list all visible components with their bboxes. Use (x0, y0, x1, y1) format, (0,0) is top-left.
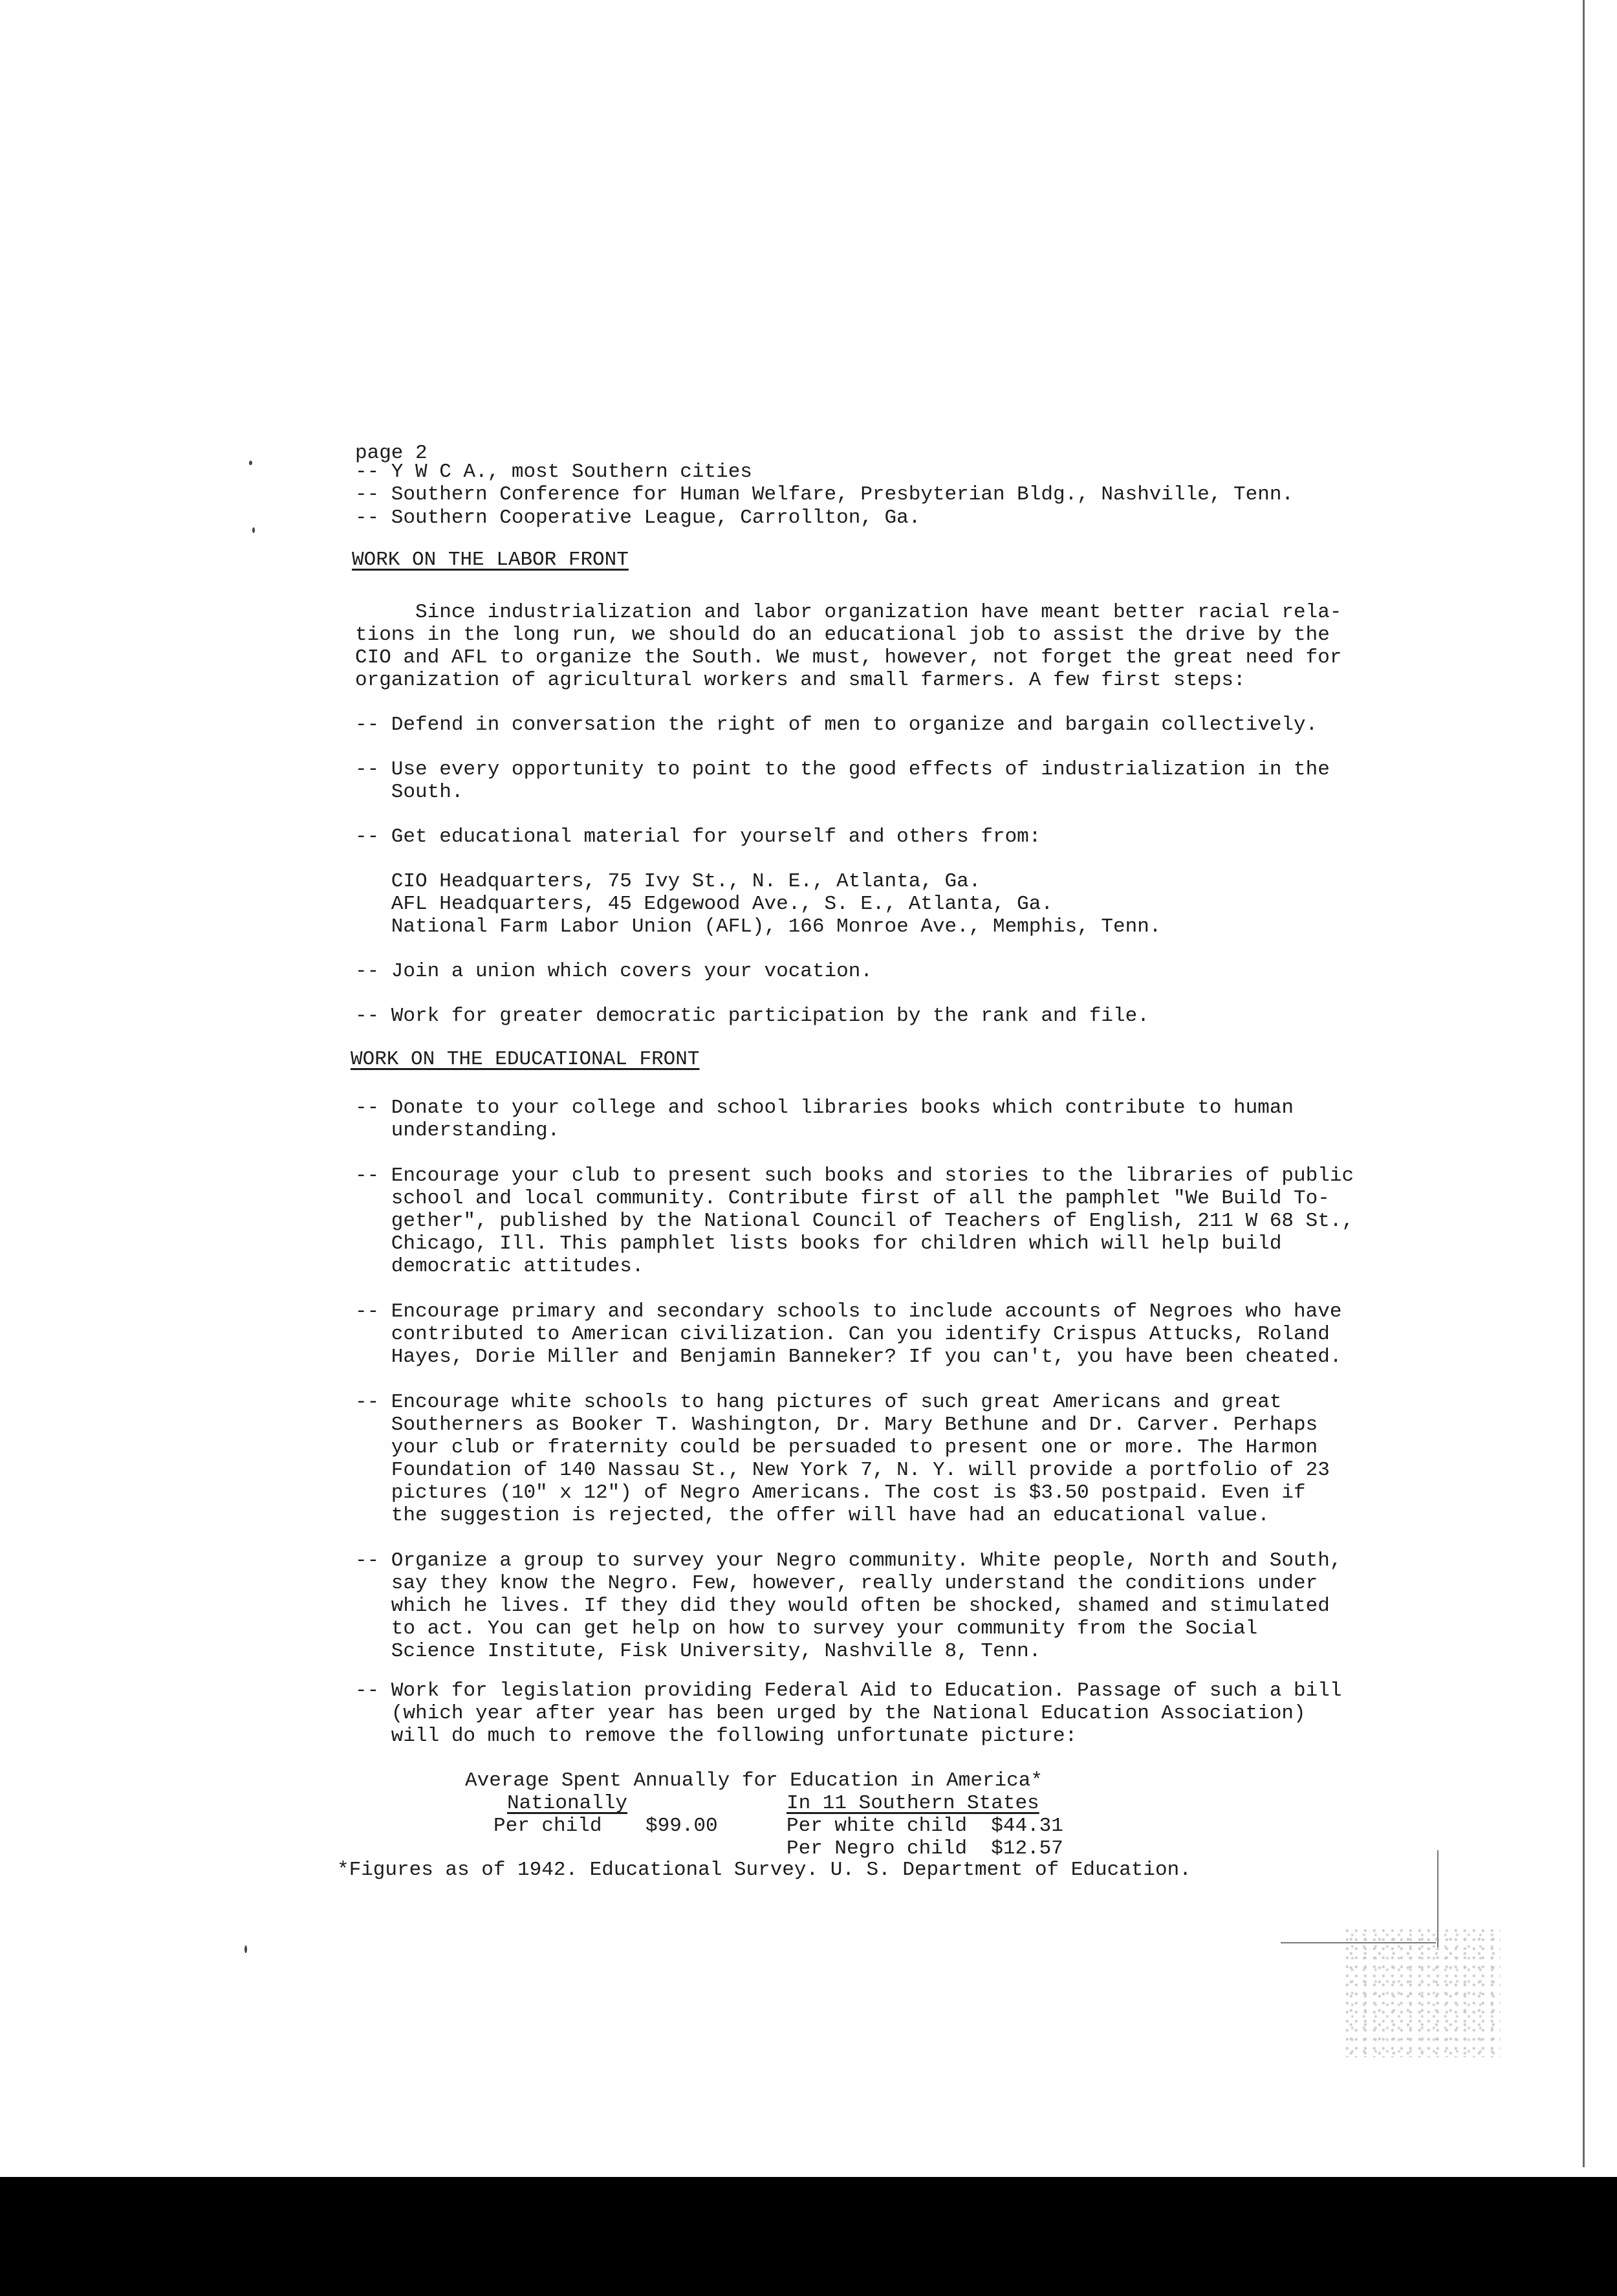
list-item: pictures (10" x 12") of Negro Americans. The cost is $3.50 postpaid. Even if (355, 1481, 1306, 1504)
paragraph-line: organization of agricultural workers and small farmers. A few first steps: (355, 669, 1246, 692)
list-item: will do much to remove the following unfortunate picture: (355, 1725, 1078, 1747)
list-item: Hayes, Dorie Miller and Benjamin Banneker? If you can't, you have been cheated. (355, 1346, 1342, 1368)
paragraph-line: CIO and AFL to organize the South. We must, however, not forget the great need for (355, 646, 1342, 669)
address-line: AFL Headquarters, 45 Edgewood Ave., S. E., Atlanta, Ga. (355, 893, 1053, 915)
list-item: -- Use every opportunity to point to the good effects of industrialization in the (355, 758, 1330, 781)
list-item: -- Defend in conversation the right of men to organize and bargain collectively. (355, 714, 1318, 736)
list-item: -- Y W C A., most Southern cities (355, 461, 752, 483)
list-item: contributed to American civilization. Can you identify Crispus Attucks, Roland (355, 1323, 1330, 1346)
list-item: -- Southern Cooperative League, Carrollton, Ga. (355, 507, 921, 529)
list-item: -- Encourage primary and secondary schools to include accounts of Negroes who have (355, 1300, 1342, 1323)
list-item: -- Southern Conference for Human Welfare, Presbyterian Bldg., Nashville, Tenn. (355, 483, 1294, 506)
scan-bottom-bar (0, 2177, 1617, 2296)
footnote: *Figures as of 1942. Educational Survey. U. S. Department of Education. (337, 1859, 1191, 1881)
table-cell: $99.00 (646, 1815, 718, 1837)
page-edge-line (1583, 0, 1585, 2167)
table-title: Average Spent Annually for Education in America* (465, 1769, 1043, 1792)
scan-speck (244, 1945, 247, 1953)
list-item: Chicago, Ill. This pamphlet lists books for children which will help build (355, 1232, 1282, 1255)
list-item: gether", published by the National Council of Teachers of English, 211 W 68 St., (355, 1210, 1354, 1232)
list-item: South. (355, 781, 464, 804)
list-item: -- Get educational material for yourself and others from: (355, 825, 1041, 848)
list-item: Science Institute, Fisk University, Nashville 8, Tenn. (355, 1640, 1041, 1663)
list-item: which he lives. If they did they would often be shocked, shamed and stimulated (355, 1595, 1330, 1617)
list-item: -- Donate to your college and school libraries books which contribute to human (355, 1097, 1294, 1119)
scan-speck (252, 527, 255, 533)
table-cell: Per child (494, 1815, 602, 1837)
list-item: (which year after year has been urged by the National Education Association) (355, 1702, 1306, 1725)
page-label: page 2 (355, 442, 428, 465)
list-item: Southerners as Booker T. Washington, Dr. Mary Bethune and Dr. Carver. Perhaps (355, 1414, 1318, 1436)
table-cell: Per Negro child $12.57 (787, 1837, 1063, 1860)
list-item: -- Encourage your club to present such books and stories to the libraries of public (355, 1164, 1354, 1187)
list-item: -- Work for legislation providing Federal Aid to Education. Passage of such a bill (355, 1679, 1342, 1702)
list-item: -- Join a union which covers your vocation. (355, 960, 873, 983)
list-item: Foundation of 140 Nassau St., New York 7, N. Y. will provide a portfolio of 23 (355, 1459, 1330, 1481)
list-item: the suggestion is rejected, the offer will have had an educational value. (355, 1504, 1270, 1527)
list-item: say they know the Negro. Few, however, really understand the conditions under (355, 1572, 1318, 1595)
faded-stamp (1345, 1928, 1501, 2057)
list-item: -- Work for greater democratic participation by the rank and file. (355, 1005, 1149, 1027)
list-item: school and local community. Contribute first of all the pamphlet "We Build To- (355, 1187, 1330, 1210)
labor-section-heading: WORK ON THE LABOR FRONT (352, 549, 629, 571)
list-item: understanding. (355, 1119, 560, 1142)
table-header-southern: In 11 Southern States (787, 1792, 1039, 1815)
table-header-nationally: Nationally (507, 1792, 628, 1815)
table-cell: Per white child $44.31 (787, 1815, 1063, 1837)
address-line: CIO Headquarters, 75 Ivy St., N. E., Atlanta, Ga. (355, 870, 981, 893)
education-section-heading: WORK ON THE EDUCATIONAL FRONT (351, 1048, 700, 1071)
list-item: -- Organize a group to survey your Negro community. White people, North and South, (355, 1549, 1342, 1572)
paragraph-line: Since industrialization and labor organization have meant better racial rela- (355, 601, 1342, 624)
list-item: democratic attitudes. (355, 1255, 644, 1278)
paragraph-line: tions in the long run, we should do an educational job to assist the drive by the (355, 624, 1330, 646)
list-item: -- Encourage white schools to hang pictures of such great Americans and great (355, 1391, 1282, 1414)
scan-speck (249, 461, 252, 465)
list-item: your club or fraternity could be persuaded to present one or more. The Harmon (355, 1436, 1318, 1459)
list-item: to act. You can get help on how to survey your community from the Social (355, 1617, 1258, 1640)
address-line: National Farm Labor Union (AFL), 166 Monroe Ave., Memphis, Tenn. (355, 915, 1162, 938)
